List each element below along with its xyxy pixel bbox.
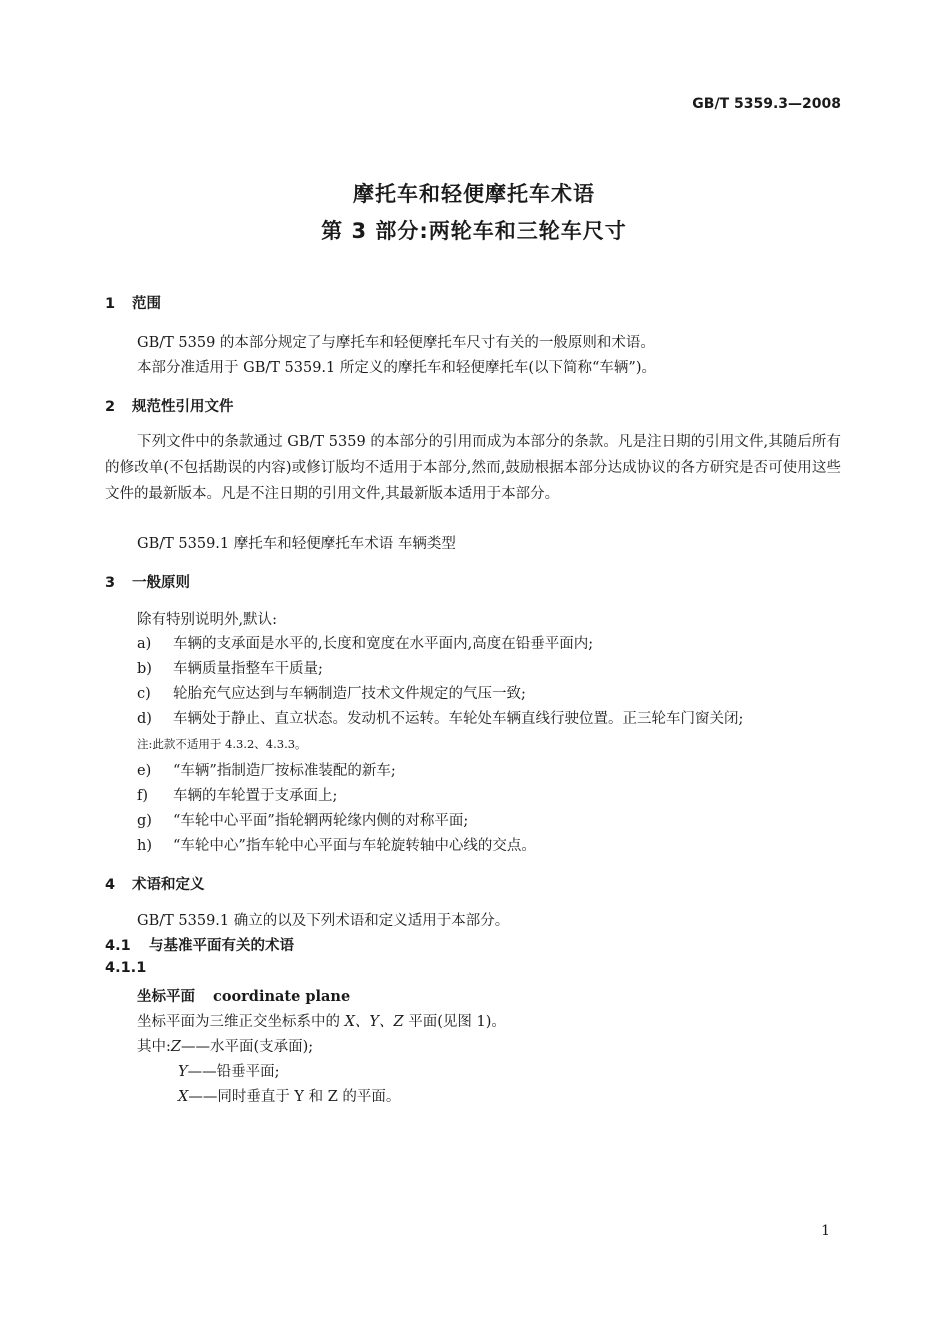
variable: Z [170, 1039, 181, 1055]
note: 注:此款不适用于 4.3.2、4.3.3。 [137, 737, 307, 751]
document-title-line1: 摩托车和轻便摩托车术语 [353, 182, 595, 206]
where-line [178, 1085, 400, 1106]
reference-item: GB/T 5359.1 摩托车和轻便摩托车术语 车辆类型 [137, 536, 456, 552]
term-chinese: 坐标平面 [137, 989, 195, 1005]
section-number: 3 [105, 575, 116, 591]
list-text: 车辆质量指整车干质量; [173, 661, 323, 677]
variable-description: ——水平面(支承面); [180, 1039, 314, 1055]
definition-variables: X、Y、Z [344, 1014, 404, 1030]
paragraph: 本部分准适用于 GB/T 5359.1 所定义的摩托车和轻便摩托车(以下简称“车辆”)。 [137, 360, 656, 376]
paragraph: 下列文件中的条款通过 GB/T 5359 的本部分的引用而成为本部分的条款。凡是注日期的引用文件,其随后所有的修改单(不包括勘误的内容)或修订版均不适用于本部分,然而,鼓励根据本部分达成协议的各方研究是否可使用这些文件的最新版本。凡是不注日期的引用文件,其最新版本适用于本部分。 [105, 434, 841, 502]
section-1-heading [105, 292, 161, 313]
term-entry [137, 985, 350, 1006]
section-3-heading [105, 571, 190, 592]
subsection-4-1-1-number: 4.1.1 [105, 960, 147, 976]
section-title: 一般原则 [132, 575, 190, 591]
variable: X [178, 1089, 189, 1105]
definition-text: 平面(见图 1)。 [403, 1014, 506, 1030]
paragraph: 除有特别说明外,默认: [137, 612, 277, 628]
list-text: “车辆”指制造厂按标准装配的新车; [173, 763, 396, 779]
list-text: “车轮中心”指车轮中心平面与车轮旋转轴中心线的交点。 [173, 838, 536, 854]
paragraph: GB/T 5359 的本部分规定了与摩托车和轻便摩托车尺寸有关的一般原则和术语。 [137, 335, 655, 351]
section-title: 术语和定义 [132, 877, 205, 893]
list-label: f) [137, 788, 149, 804]
where-prefix: 其中: [137, 1039, 171, 1055]
where-line [137, 1035, 313, 1056]
list-item [137, 809, 468, 830]
list-item [137, 784, 337, 805]
variable-description: ——铅垂平面; [187, 1064, 280, 1080]
section-2-heading [105, 395, 234, 416]
list-label: d) [137, 711, 152, 727]
section-4-heading [105, 873, 205, 894]
section-number: 4 [105, 877, 116, 893]
list-item [137, 657, 323, 678]
list-text: “车轮中心平面”指轮辋两轮缘内侧的对称平面; [173, 813, 469, 829]
document-title-line2: 第 3 部分:两轮车和三轮车尺寸 [321, 219, 627, 243]
list-label: c) [137, 686, 151, 702]
list-text: 车辆的支承面是水平的,长度和宽度在水平面内,高度在铅垂平面内; [173, 636, 594, 652]
standard-number: GB/T 5359.3—2008 [692, 96, 841, 112]
paragraph: GB/T 5359.1 确立的以及下列术语和定义适用于本部分。 [137, 913, 510, 929]
term-english: coordinate plane [213, 988, 351, 1005]
list-text: 轮胎充气应达到与车辆制造厂技术文件规定的气压一致; [173, 686, 526, 702]
list-item [137, 707, 743, 728]
variable-description: ——同时垂直于 Y 和 Z 的平面。 [188, 1089, 401, 1105]
list-text: 车辆处于静止、直立状态。发动机不运转。车轮处车辆直线行驶位置。正三轮车门窗关闭; [173, 711, 744, 727]
list-item [137, 632, 593, 653]
list-item [137, 759, 396, 780]
section-number: 2 [105, 399, 116, 415]
where-line [178, 1060, 279, 1081]
page-number: 1 [821, 1223, 830, 1239]
term-definition [137, 1010, 506, 1031]
list-label: b) [137, 661, 152, 677]
list-item [137, 682, 526, 703]
list-label: h) [137, 838, 152, 854]
list-text: 车辆的车轮置于支承面上; [173, 788, 338, 804]
list-label: g) [137, 813, 152, 829]
section-title: 规范性引用文件 [132, 399, 234, 415]
definition-text: 坐标平面为三维正交坐标系中的 [137, 1014, 345, 1030]
subsection-title: 与基准平面有关的术语 [149, 938, 294, 954]
list-label: a) [137, 636, 152, 652]
section-number: 1 [105, 296, 116, 312]
subsection-4-1-heading [105, 934, 294, 955]
list-label: e) [137, 763, 152, 779]
section-title: 范围 [132, 296, 161, 312]
list-item [137, 834, 536, 855]
subsection-number: 4.1 [105, 938, 131, 954]
variable: Y [178, 1064, 188, 1080]
